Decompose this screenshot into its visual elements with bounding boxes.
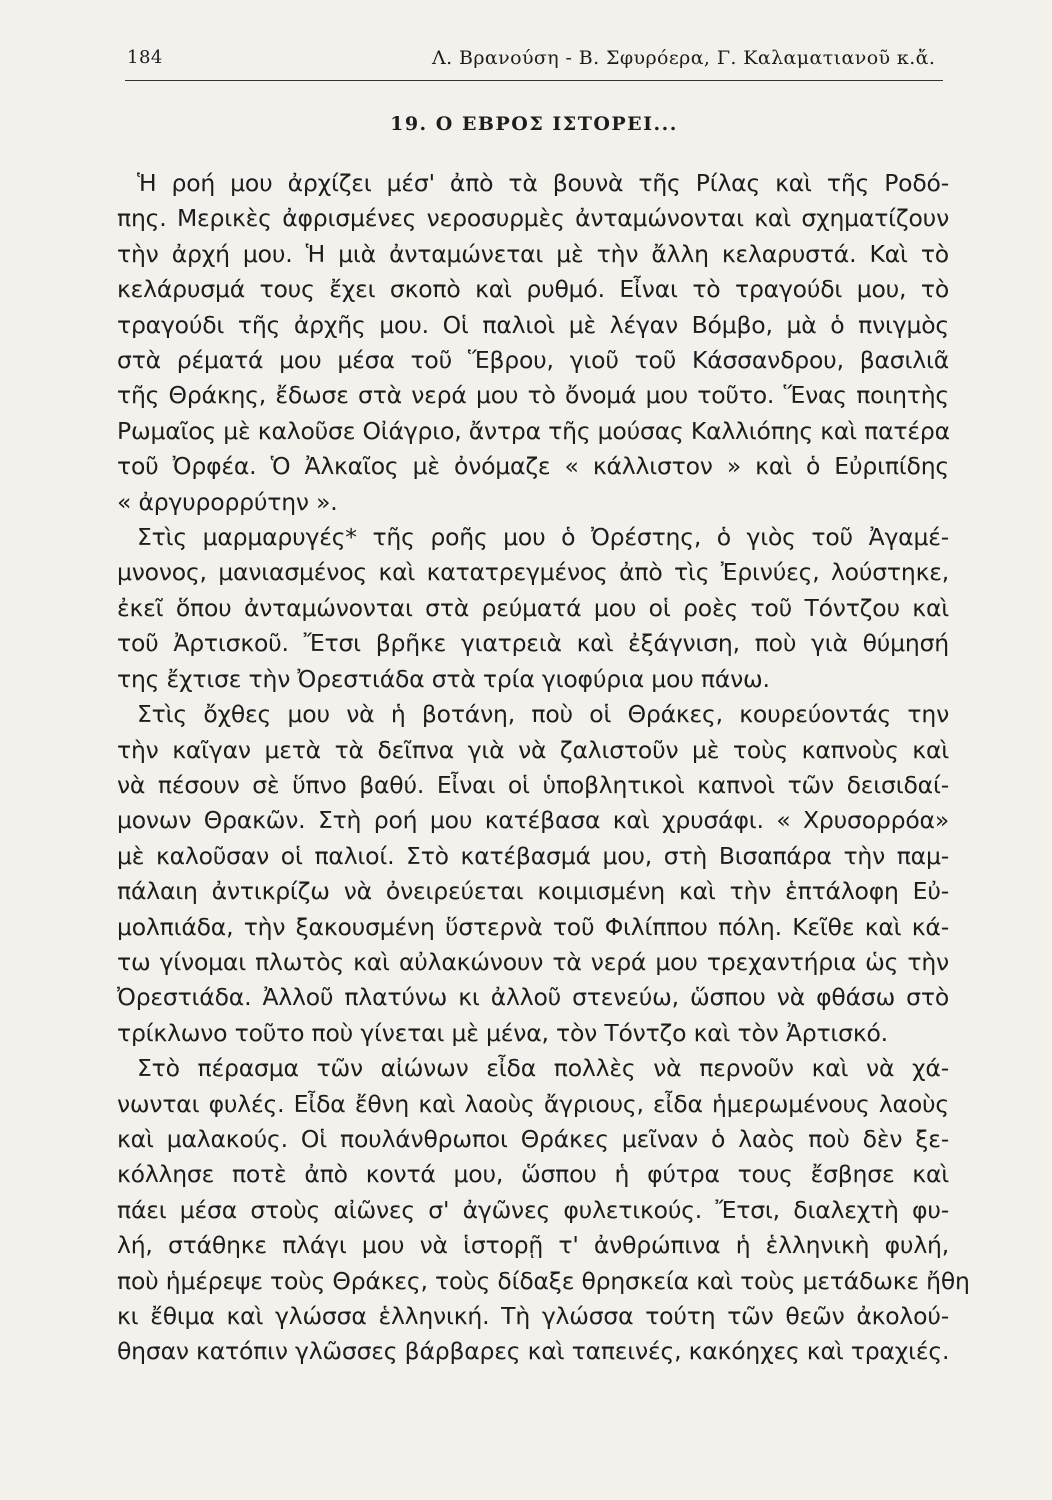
text-line: Στὶς ὄχθες μου νὰ ἡ βοτάνη, ποὺ οἱ Θράκες, κουρεύοντάς την [137,700,949,729]
text-line: μὲ καλοῦσαν οἱ παλιοί. Στὸ κατέβασμά μου, στὴ Βισαπάρα τὴν παμ- [117,841,949,870]
text-line: θησαν κατόπιν γλῶσσες βάρβαρες καὶ ταπεινές, κακόηχες καὶ τραχιές. [117,1337,950,1366]
text-line: μνονος, μανιασμένος καὶ κατατρεγμένος ἀπὸ τὶς Ἐρινύες, λούστηκε, [117,558,949,587]
text-line: ποὺ ἡμέρεψε τοὺς Θράκες, τοὺς δίδαξε θρησκεία καὶ τοὺς μετάδωκε ἤθη [117,1266,970,1295]
body-text [117,166,970,1370]
text-line: πάλαιη ἀντικρίζω νὰ ὀνειρεύεται κοιμισμένη καὶ τὴν ἑπτάλοφη Εὐ- [117,877,949,906]
text-line: « ἀργυρορρύτην ». [117,487,338,516]
text-line: νὰ πέσουν σὲ ὕπνο βαθύ. Εἶναι οἱ ὑποβλητικοὶ καπνοὶ τῶν δεισιδαί- [117,770,949,799]
text-line: νωνται φυλές. Εἶδα ἔθνη καὶ λαοὺς ἄγριους, εἶδα ἡμερωμένους λαοὺς [117,1089,949,1118]
text-line: Ὀρεστιάδα. Ἀλλοῦ πλατύνω κι ἀλλοῦ στενεύω, ὥσπου νὰ φθάσω στὸ [117,983,949,1012]
text-line: Στὸ πέρασμα τῶν αἰώνων εἶδα πολλὲς νὰ περνοῦν καὶ νὰ χά- [137,1054,949,1083]
text-line: κελάρυσμά τους ἔχει σκοπὸ καὶ ρυθμό. Εἶναι τὸ τραγούδι μου, τὸ [117,275,949,304]
text-line: τὴν ἀρχή μου. Ἡ μιὰ ἀνταμώνεται μὲ τὴν ἄλλη κελαρυστά. Καὶ τὸ [117,239,949,268]
text-line: πης. Μερικὲς ἀφρισμένες νεροσυρμὲς ἀνταμώνονται καὶ σχηματίζουν [117,204,949,233]
text-line: μολπιάδα, τὴν ξακουσμένη ὕστερνὰ τοῦ Φιλίππου πόλη. Κεῖθε καὶ κά- [117,912,949,941]
text-line: Ἡ ροή μου ἀρχίζει μέσ' ἀπὸ τὰ βουνὰ τῆς Ρίλας καὶ τῆς Ροδό- [137,169,949,197]
paragraph [117,520,949,697]
text-line: κι ἔθιμα καὶ γλώσσα ἑλληνική. Τὴ γλώσσα τούτη τῶν θεῶν ἀκολού- [117,1302,949,1330]
text-line: τῆς Θράκης, ἔδωσε στὰ νερά μου τὸ ὄνομά μου τοῦτο. Ἕνας ποιητὴς [117,381,949,410]
text-line: τρίκλωνο τοῦτο ποὺ γίνεται μὲ μένα, τὸν Τόντζο καὶ τὸν Ἀρτισκό. [117,1018,888,1047]
page-number: 184 [127,47,163,68]
text-line: τὴν καῖγαν μετὰ τὰ δεῖπνα γιὰ νὰ ζαλιστοῦν μὲ τοὺς καπνοὺς καὶ [117,735,949,764]
text-line: τραγούδι τῆς ἀρχῆς μου. Οἱ παλιοὶ μὲ λέγαν Βόμβο, μὰ ὁ πνιγμὸς [117,310,949,339]
paragraph [117,697,949,1051]
text-line: λή, στάθηκε πλάγι μου νὰ ἱστορῇ τ' ἀνθρώπινα ἡ ἑλληνικὴ φυλή, [117,1231,949,1260]
chapter-title: 19. Ο ΕΒΡΟΣ ΙΣΤΟΡΕΙ... [390,113,678,135]
text-line: τοῦ Ὀρφέα. Ὁ Ἀλκαῖος μὲ ὀνόμαζε « κάλλιστον » καὶ ὁ Εὐριπίδης [117,452,949,481]
paragraph [117,1051,970,1370]
header-rule [125,80,943,81]
text-line: Στὶς μαρμαρυγές* τῆς ροῆς μου ὁ Ὀρέστης, ὁ γιὸς τοῦ Ἀγαμέ- [137,523,949,552]
text-line: πάει μέσα στοὺς αἰῶνες σ' ἀγῶνες φυλετικούς. Ἔτσι, διαλεχτὴ φυ- [117,1195,949,1224]
text-line: της ἔχτισε τὴν Ὀρεστιάδα στὰ τρία γιοφύρια μου πάνω. [117,664,770,693]
text-line: τοῦ Ἀρτισκοῦ. Ἔτσι βρῆκε γιατρειὰ καὶ ἐξάγνιση, ποὺ γιὰ θύμησή [117,629,949,658]
text-line: μονων Θρακῶν. Στὴ ροή μου κατέβασα καὶ χρυσάφι. « Χρυσορρόα» [117,806,949,835]
text-line: καὶ μαλακούς. Οἱ πουλάνθρωποι Θράκες μεῖναν ὁ λαὸς ποὺ δὲν ξε- [117,1124,949,1153]
running-head: Λ. Βρανούση - Β. Σφυρόερα, Γ. Καλαματιανοῦ κ.ἄ. [432,47,936,69]
text-line: ἐκεῖ ὅπου ἀνταμώνονται στὰ ρεύματά μου οἱ ροὲς τοῦ Τόντζου καὶ [117,593,949,622]
text-line: κόλλησε ποτὲ ἀπὸ κοντά μου, ὥσπου ἡ φύτρα τους ἔσβησε καὶ [117,1160,949,1189]
paragraph [117,166,949,520]
text-line: Ρωμαῖος μὲ καλοῦσε Οἰάγριο, ἄντρα τῆς μούσας Καλλιόπης καὶ πατέρα [117,416,950,445]
text-line: τω γίνομαι πλωτὸς καὶ αὐλακώνουν τὰ νερά μου τρεχαντήρια ὡς τὴν [117,947,949,976]
text-line: στὰ ρέματά μου μέσα τοῦ Ἕβρου, γιοῦ τοῦ Κάσσανδρου, βασιλιᾶ [117,346,949,375]
